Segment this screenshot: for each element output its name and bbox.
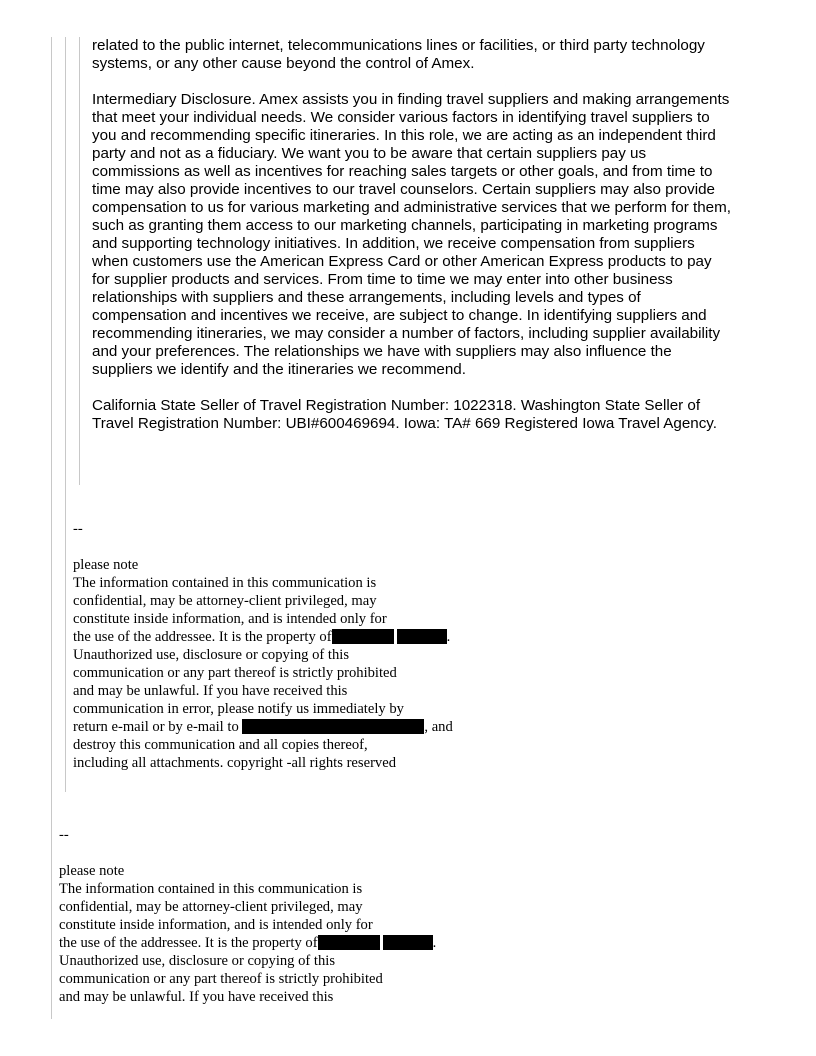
- text-line: confidential, may be attorney-client privileged, may: [73, 593, 377, 609]
- text-line: relationships with suppliers and these arrangements, including levels and types of: [92, 289, 641, 306]
- text-line: commissions as well as incentives for reaching sales targets or other goals, and from time to: [92, 163, 713, 180]
- text-segment: .: [446, 629, 451, 645]
- quote-bar-inner: [79, 37, 80, 485]
- text-line: Unauthorized use, disclosure or copying of this: [59, 953, 336, 969]
- text-line: including all attachments. copyright -all rights reserved: [73, 755, 396, 771]
- intermediary-disclosure-paragraph: [92, 91, 731, 379]
- text-line: Unauthorized use, disclosure or copying of this: [73, 647, 350, 663]
- text-segment: , and: [424, 719, 453, 735]
- redaction-bar: [318, 935, 380, 950]
- text-segment: the use of the addressee. It is the property of: [73, 629, 332, 645]
- text-line: The information contained in this communication is: [59, 881, 363, 897]
- redaction-bar: [397, 629, 447, 644]
- text-line: and may be unlawful. If you have received this: [73, 683, 348, 699]
- text-line: for supplier products and services. From time to time we may enter into other business: [92, 271, 673, 288]
- text-line: systems, or any other cause beyond the control of Amex.: [92, 55, 475, 72]
- text-line: and your preferences. The relationships we have with suppliers may also influence the: [92, 343, 672, 360]
- redaction-bar: [242, 719, 424, 734]
- text-line: and supporting technology initiatives. In addition, we receive compensation from suppliers: [92, 235, 695, 252]
- text-line: when customers use the American Express Card or other American Express products to pay: [92, 253, 712, 270]
- redaction-bar: [383, 935, 433, 950]
- signature-separator: --: [73, 521, 83, 537]
- text-line: [59, 934, 436, 952]
- fragment-paragraph: [92, 37, 731, 73]
- text-line: confidential, may be attorney-client privileged, may: [59, 899, 363, 915]
- redaction-bar: [332, 629, 394, 644]
- text-line: communication or any part thereof is strictly prohibited: [73, 665, 397, 681]
- text-line: constitute inside information, and is intended only for: [73, 611, 387, 627]
- spacer: [59, 844, 436, 862]
- text-line: such as granting them access to our marketing channels, participating in marketing programs: [92, 217, 718, 234]
- text-line: California State Seller of Travel Registration Number: 1022318. Washington State Seller of: [92, 397, 701, 414]
- text-line: Travel Registration Number: UBI#600469694. Iowa: TA# 669 Registered Iowa Travel Agency.: [92, 415, 717, 432]
- text-line: destroy this communication and all copies thereof,: [73, 737, 368, 753]
- signature-heading: please note: [59, 863, 125, 879]
- text-line: communication in error, please notify us immediately by: [73, 701, 404, 717]
- text-segment: the use of the addressee. It is the property of: [59, 935, 318, 951]
- text-line: communication or any part thereof is strictly prohibited: [59, 971, 383, 987]
- text-line: [73, 718, 453, 736]
- text-line: party and not as a fiduciary. We want you to be aware that certain suppliers pay us: [92, 145, 647, 162]
- text-line: [73, 628, 453, 646]
- text-segment: return e-mail or by e-mail to: [73, 719, 239, 735]
- text-line: related to the public internet, telecommunications lines or facilities, or third party technology: [92, 37, 705, 54]
- text-line: recommending itineraries, we may consider a number of factors, including supplier availability: [92, 325, 721, 342]
- text-line: suppliers we identify and the itineraries we recommend.: [92, 361, 466, 378]
- text-segment: .: [432, 935, 437, 951]
- signature-block-2: [59, 826, 436, 1006]
- signature-separator: --: [59, 827, 69, 843]
- text-line: you and recommending specific itineraries. In this role, we are acting as an independent third: [92, 127, 716, 144]
- signature-heading: please note: [73, 557, 139, 573]
- text-line: and may be unlawful. If you have received this: [59, 989, 334, 1005]
- text-line: The information contained in this communication is: [73, 575, 377, 591]
- quote-bar-middle: [65, 37, 66, 792]
- quote-bar-outer: [51, 37, 52, 1019]
- text-line: Intermediary Disclosure. Amex assists you in finding travel suppliers and making arrangements: [92, 91, 730, 108]
- text-line: that meet your individual needs. We consider various factors in identifying travel suppliers to: [92, 109, 710, 126]
- quoted-email-body: [92, 37, 731, 433]
- registration-paragraph: [92, 397, 731, 433]
- text-line: time may also provide incentives to our travel counselors. Certain suppliers may also provide: [92, 181, 715, 198]
- text-line: compensation to us for various marketing and administrative services that we perform for them,: [92, 199, 731, 216]
- spacer: [73, 538, 453, 556]
- text-line: compensation and incentives we receive, are subject to change. In identifying suppliers and: [92, 307, 707, 324]
- signature-block-1: [73, 520, 453, 772]
- text-line: constitute inside information, and is intended only for: [59, 917, 373, 933]
